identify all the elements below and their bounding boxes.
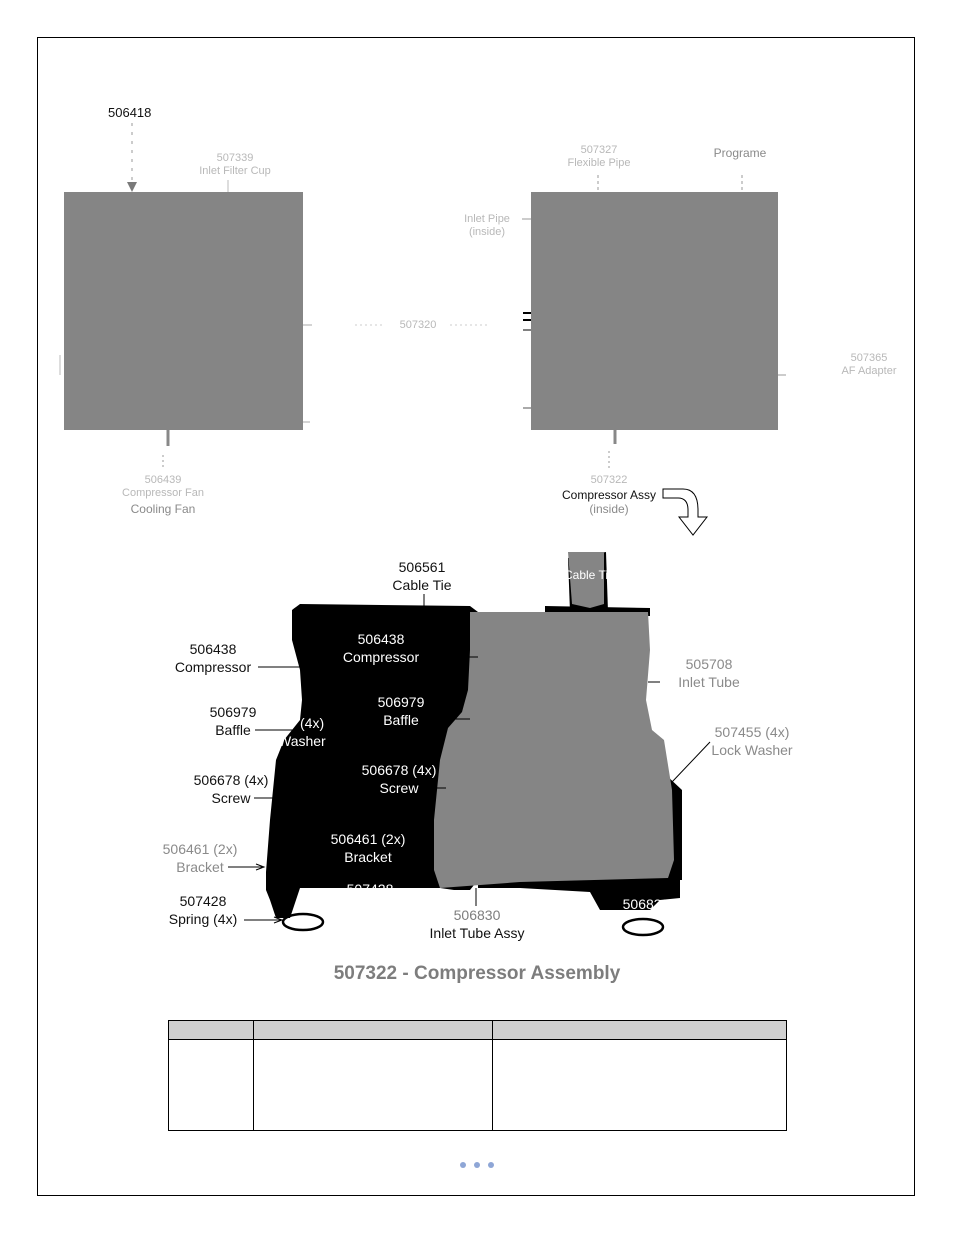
compressor-mid-label: 506438 Compressor [342, 631, 420, 665]
faint-label-right: 507365 AF Adapter [841, 352, 897, 377]
diagram-placeholder-left [64, 192, 303, 430]
baffle-left-label: 506979 Baffle [209, 704, 257, 738]
cooling-fan-label: Cooling Fan [130, 502, 196, 516]
table-header-cell [493, 1021, 787, 1040]
table-row [169, 1040, 787, 1131]
faint-label-bottom-left: 506439 Compressor Fan [122, 474, 204, 499]
dot-icon [460, 1162, 466, 1168]
right-bottom-label: 506830 [622, 896, 670, 912]
screw-mid-label: 506678 (4x) Screw [361, 762, 437, 796]
baffle-mid-label: 506979 Baffle [377, 694, 425, 728]
lock-washer-label: 507455 (4x) Lock Washer [711, 724, 793, 758]
cable-tie-label: 506561 Cable Tie [392, 559, 452, 593]
spring-left-label: 507428 Spring (4x) [168, 893, 238, 927]
table-header-row [169, 1021, 787, 1040]
diagram-placeholder-right [531, 192, 778, 430]
table-cell [169, 1040, 254, 1131]
cable-tie-white-label: Cable Tie [564, 568, 615, 582]
table-cell [254, 1040, 493, 1131]
inside-label: (inside) [589, 502, 629, 516]
part-label-506418: 506418 [108, 105, 152, 120]
bracket-mid-label: 506461 (2x) Bracket [330, 831, 406, 865]
faint-label-inlet-pipe: Inlet Pipe (inside) [464, 213, 510, 238]
more-options-icon[interactable] [460, 1159, 494, 1171]
compressor-assembly-drawing [0, 540, 954, 960]
spring-mid-label: 507428 [346, 881, 394, 897]
dot-icon [488, 1162, 494, 1168]
faint-label-top-left: 507339 Inlet Filter Cup [199, 152, 271, 177]
programe-label: Programe [713, 146, 767, 160]
washer-partial-label: (4x) Washer [278, 715, 326, 749]
bracket-left-label: 506461 (2x) Bracket [162, 841, 238, 875]
inlet-tube-assy-label: 506830 Inlet Tube Assy [429, 907, 525, 941]
faint-label-bottom-right: 507322 [590, 474, 628, 486]
table-cell [493, 1040, 787, 1131]
inlet-tube-label: 505708 Inlet Tube [678, 656, 740, 690]
figure-caption: 507322 - Compressor Assembly [333, 963, 621, 984]
dot-icon [474, 1162, 480, 1168]
compressor-assy-label: Compressor Assy [561, 488, 657, 502]
faint-label-top-mid: 507327 Flexible Pipe [567, 144, 631, 169]
table-header-cell [254, 1021, 493, 1040]
faint-label-center: 507320 [399, 319, 437, 331]
table-header-cell [169, 1021, 254, 1040]
compressor-left-label: 506438 Compressor [174, 641, 252, 675]
parts-table [168, 1020, 787, 1131]
screw-left-label: 506678 (4x) Screw [193, 772, 269, 806]
